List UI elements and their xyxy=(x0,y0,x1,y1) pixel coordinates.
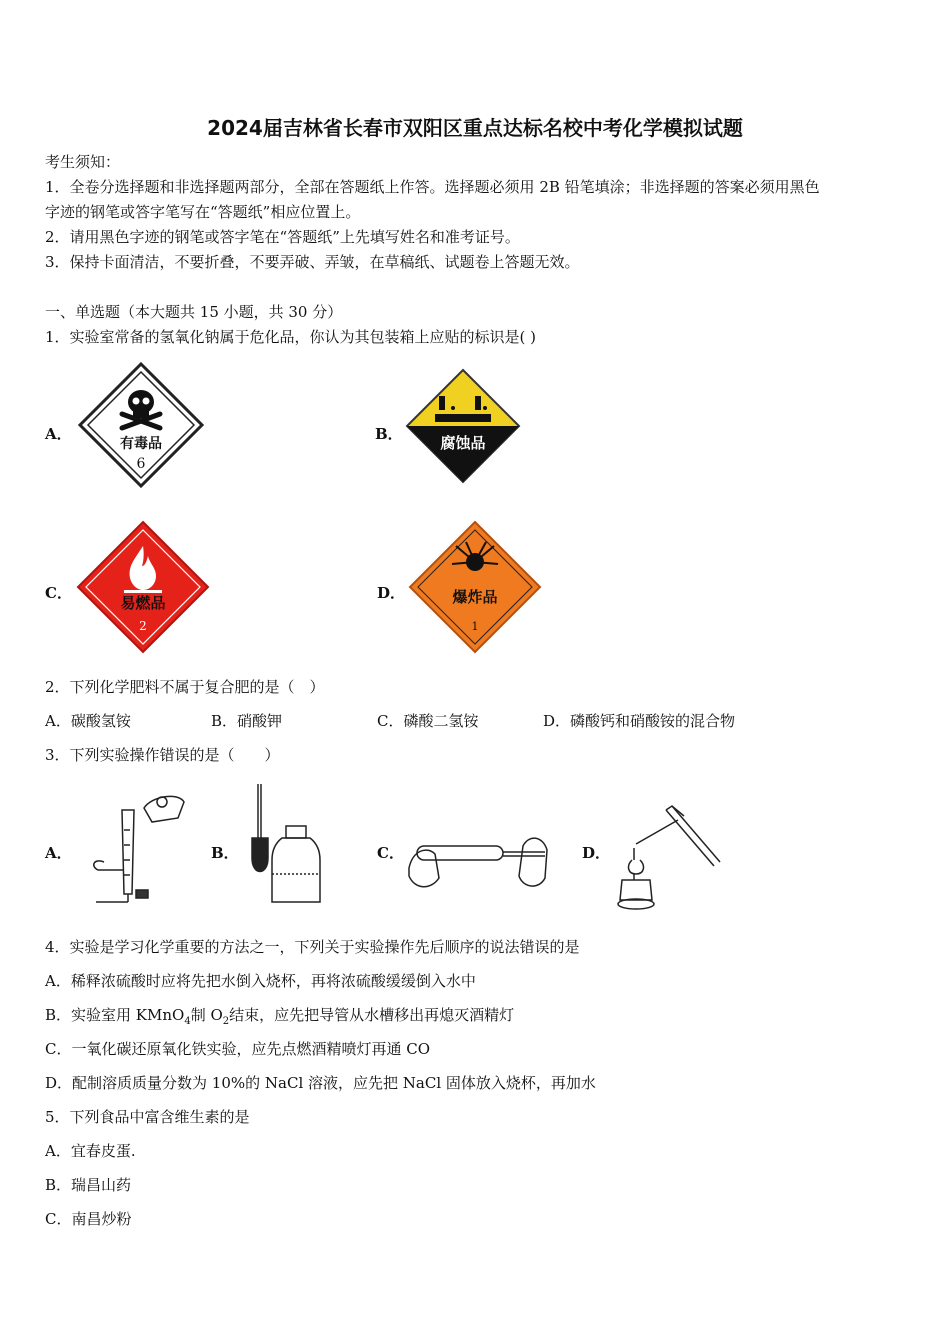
toxic-sign-icon xyxy=(78,362,204,488)
q1-option-d-label: D． xyxy=(377,584,406,602)
q4-option-b-text-2: 制 O xyxy=(190,1006,223,1024)
q3-option-c-label: C． xyxy=(377,844,404,862)
explosive-sign-label: 爆炸品 xyxy=(452,588,498,606)
q4-option-b-text-3: 结束，应先把导管从水槽移出再熄灭酒精灯 xyxy=(229,1006,515,1024)
q5-option-a: A．宜春皮蛋. xyxy=(45,1142,136,1160)
notice-heading: 考生须知： xyxy=(45,153,121,171)
toxic-sign-number: 6 xyxy=(136,456,146,472)
flammable-sign-icon xyxy=(76,520,210,654)
q4-option-b xyxy=(45,1005,514,1032)
explosive-sign-number: 1 xyxy=(471,620,479,633)
q2-option-d: D．磷酸钙和硝酸铵的混合物 xyxy=(543,712,736,730)
section-heading: 一、单选题（本大题共 15 小题，共 30 分） xyxy=(45,303,343,321)
notice-item-2: 2．请用黑色字迹的钢笔或答字笔在“答题纸”上先填写姓名和准考证号。 xyxy=(45,228,520,246)
notice-item-3: 3．保持卡面清洁，不要折叠，不要弄破、弄皱，在草稿纸、试题卷上答题无效。 xyxy=(45,253,580,271)
dropper-and-bottle-icon xyxy=(242,782,324,910)
q4-option-b-subscript-1: 4 xyxy=(184,1016,191,1027)
q2-option-b: B．硝酸钾 xyxy=(211,712,283,730)
q5-option-b: B．瑞昌山药 xyxy=(45,1176,132,1194)
toxic-sign-label: 有毒品 xyxy=(120,436,162,452)
notice-item-1-line-1: 1．全卷分选择题和非选择题两部分，全部在答题纸上作答。选择题必须用 2B 铅笔填涂；非选择题的答案必须用黑色 xyxy=(45,178,820,196)
test-tube-heating-icon xyxy=(405,826,553,898)
q3-option-d-label: D． xyxy=(582,844,611,862)
q1-option-a-label: A． xyxy=(45,425,72,443)
q4-option-d: D．配制溶质质量分数为 10%的 NaCl 溶液，应先把 NaCl 固体放入烧杯，再加水 xyxy=(45,1074,596,1092)
corrosive-sign-label: 腐蚀品 xyxy=(440,434,486,452)
q5-option-c: C．南昌炒粉 xyxy=(45,1210,132,1228)
q3-stem: 3．下列实验操作错误的是（ ） xyxy=(45,746,280,764)
page-title: 2024届吉林省长春市双阳区重点达标名校中考化学模拟试题 xyxy=(207,116,743,140)
q2-option-a: A．碳酸氢铵 xyxy=(45,712,131,730)
q3-option-a-label: A． xyxy=(45,844,72,862)
q4-option-b-text-1: B．实验室用 KMnO xyxy=(45,1006,185,1024)
q4-option-a: A．稀释浓硫酸时应将先把水倒入烧杯，再将浓硫酸缓缓倒入水中 xyxy=(45,972,476,990)
q4-option-b-subscript-2: 2 xyxy=(222,1016,230,1027)
q4-stem: 4．实验是学习化学重要的方法之一，下列关于实验操作先后顺序的说法错误的是 xyxy=(45,938,580,956)
q1-stem: 1．实验室常备的氢氧化钠属于危化品，你认为其包装箱上应贴的标识是( ) xyxy=(45,328,537,346)
q2-stem: 2．下列化学肥料不属于复合肥的是（ ） xyxy=(45,678,325,696)
explosive-sign-icon xyxy=(408,520,542,654)
pouring-liquid-icon xyxy=(82,790,192,912)
q5-stem: 5．下列食品中富含维生素的是 xyxy=(45,1108,250,1126)
alcohol-lamp-apparatus-icon xyxy=(612,800,728,912)
corrosive-sign-icon xyxy=(405,368,521,484)
flammable-sign-label: 易燃品 xyxy=(120,594,166,612)
q1-option-b-label: B． xyxy=(375,425,403,443)
q3-option-b-label: B． xyxy=(211,844,239,862)
notice-item-1-line-2: 字迹的钢笔或答字笔写在“答题纸”相应位置上。 xyxy=(45,203,361,221)
flammable-sign-number: 2 xyxy=(139,619,147,633)
q2-option-c: C．磷酸二氢铵 xyxy=(377,712,479,730)
q4-option-c: C．一氧化碳还原氧化铁实验，应先点燃酒精喷灯再通 CO xyxy=(45,1040,431,1058)
q1-option-c-label: C． xyxy=(45,584,72,602)
